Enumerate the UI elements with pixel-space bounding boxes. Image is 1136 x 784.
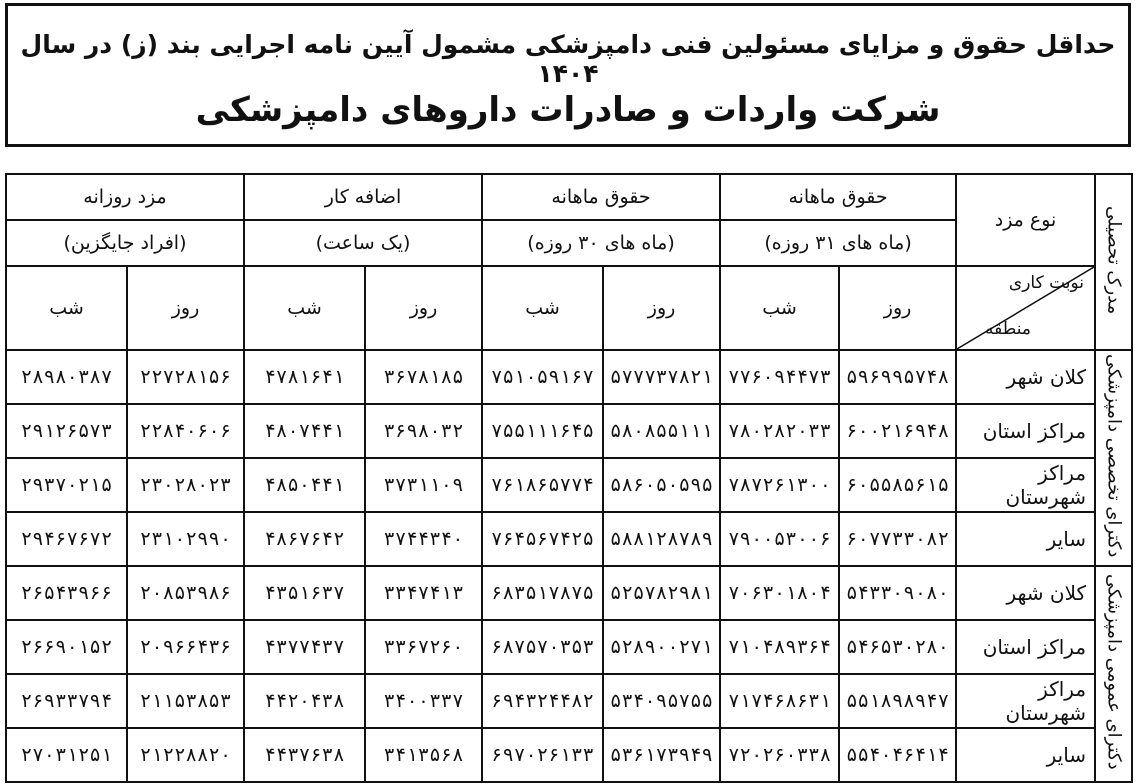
value-cell: ۳۶۹۸۰۳۲ — [365, 404, 482, 458]
value-cell: ۳۷۳۱۱۰۹ — [365, 458, 482, 512]
header-subtitle: حداقل حقوق و مزایای مسئولین فنی دامپزشکی مشمول آیین نامه اجرایی بند (ز) در سال ۱۴۰۴ — [20, 30, 1116, 88]
value-cell: ۶۰۷۷۳۳۰۸۲ — [839, 512, 956, 566]
value-cell: ۴۳۷۷۴۳۷ — [244, 620, 365, 674]
degree-label: دکترای تخصصی دامپزشکی — [1103, 354, 1125, 558]
value-cell: ۵۴۶۵۳۰۲۸۰ — [839, 620, 956, 674]
region-cell: مراکز شهرستان — [956, 674, 1095, 728]
value-cell: ۵۳۴۰۹۵۷۵۵ — [603, 674, 720, 728]
value-cell: ۷۸۷۲۶۱۳۰۰ — [720, 458, 839, 512]
value-cell: ۲۷۰۳۱۲۵۱ — [6, 728, 127, 782]
value-cell: ۷۶۴۵۶۷۴۲۵ — [482, 512, 603, 566]
value-cell: ۷۰۶۳۰۱۸۰۴ — [720, 566, 839, 620]
wage-type-header: نوع مزد — [956, 174, 1095, 266]
value-cell: ۴۸۰۷۴۴۱ — [244, 404, 365, 458]
value-cell: ۳۳۴۷۴۱۳ — [365, 566, 482, 620]
region-cell: مراکز استان — [956, 620, 1095, 674]
header-box — [5, 3, 1131, 147]
value-cell: ۵۸۰۸۵۵۱۱۱ — [603, 404, 720, 458]
value-cell: ۷۲۰۲۶۰۳۳۸ — [720, 728, 839, 782]
value-cell: ۲۸۹۸۰۳۸۷ — [6, 350, 127, 404]
value-cell: ۵۴۳۳۰۹۰۸۰ — [839, 566, 956, 620]
value-cell: ۵۵۴۰۴۶۴۱۴ — [839, 728, 956, 782]
value-cell: ۶۸۷۵۷۰۳۵۳ — [482, 620, 603, 674]
value-cell: ۷۵۵۱۱۱۶۴۵ — [482, 404, 603, 458]
degree-label: دکترای عمومی دامپزشکی — [1103, 574, 1125, 770]
value-cell: ۷۹۰۰۵۳۰۰۶ — [720, 512, 839, 566]
value-cell: ۵۹۶۹۹۵۷۴۸ — [839, 350, 956, 404]
value-cell: ۶۹۴۳۲۴۴۸۲ — [482, 674, 603, 728]
value-cell: ۲۳۱۰۲۹۹۰ — [127, 512, 244, 566]
night-header: شب — [720, 266, 839, 350]
region-cell: کلان شهر — [956, 566, 1095, 620]
region-cell: سایر — [956, 512, 1095, 566]
region-cell: مراکز شهرستان — [956, 458, 1095, 512]
value-cell: ۶۰۰۲۱۶۹۴۸ — [839, 404, 956, 458]
value-cell: ۶۰۵۵۸۵۶۱۵ — [839, 458, 956, 512]
value-cell: ۲۰۸۵۳۹۸۶ — [127, 566, 244, 620]
value-cell: ۷۱۷۴۶۸۶۳۱ — [720, 674, 839, 728]
value-cell: ۲۹۴۶۷۶۷۲ — [6, 512, 127, 566]
day-header: روز — [365, 266, 482, 350]
wage-table — [5, 173, 1133, 783]
day-header: روز — [839, 266, 956, 350]
group-header-subtitle: (افراد جایگزین) — [6, 220, 244, 266]
value-cell: ۵۷۷۷۳۷۸۲۱ — [603, 350, 720, 404]
value-cell: ۲۶۹۳۳۷۹۴ — [6, 674, 127, 728]
group-header-subtitle: (یک ساعت) — [244, 220, 482, 266]
night-header: شب — [6, 266, 127, 350]
night-header: شب — [244, 266, 365, 350]
value-cell: ۳۳۶۷۲۶۰ — [365, 620, 482, 674]
shift-label: نوبت کاری — [1008, 273, 1085, 293]
value-cell: ۶۹۷۰۲۶۱۳۳ — [482, 728, 603, 782]
value-cell: ۲۰۹۶۶۴۳۶ — [127, 620, 244, 674]
header-title: شرکت واردات و صادرات داروهای دامپزشکی — [195, 90, 941, 130]
value-cell: ۷۷۶۰۹۴۴۷۳ — [720, 350, 839, 404]
value-cell: ۷۵۱۰۵۹۱۶۷ — [482, 350, 603, 404]
value-cell: ۵۸۸۱۲۸۷۸۹ — [603, 512, 720, 566]
group-header-subtitle: (ماه های ۳۰ روزه) — [482, 220, 720, 266]
value-cell: ۴۷۸۱۶۴۱ — [244, 350, 365, 404]
region-cell: کلان شهر — [956, 350, 1095, 404]
degree-cell — [1095, 350, 1132, 566]
value-cell: ۵۵۱۸۹۸۹۴۷ — [839, 674, 956, 728]
group-header-subtitle: (ماه های ۳۱ روزه) — [720, 220, 956, 266]
value-cell: ۶۸۳۵۱۷۸۷۵ — [482, 566, 603, 620]
value-cell: ۴۴۲۰۴۳۸ — [244, 674, 365, 728]
value-cell: ۵۲۸۹۰۰۲۷۱ — [603, 620, 720, 674]
night-header: شب — [482, 266, 603, 350]
value-cell: ۲۶۶۹۰۱۵۲ — [6, 620, 127, 674]
region-cell: سایر — [956, 728, 1095, 782]
region-cell: مراکز استان — [956, 404, 1095, 458]
value-cell: ۵۲۵۷۸۲۹۸۱ — [603, 566, 720, 620]
group-header-title: اضافه کار — [244, 174, 482, 220]
value-cell: ۵۸۶۰۵۰۵۹۵ — [603, 458, 720, 512]
day-header: روز — [603, 266, 720, 350]
shift-region-diagonal-cell — [956, 266, 1095, 350]
value-cell: ۲۲۸۴۰۶۰۶ — [127, 404, 244, 458]
group-header-title: حقوق ماهانه — [720, 174, 956, 220]
value-cell: ۲۶۵۴۳۹۶۶ — [6, 566, 127, 620]
value-cell: ۷۸۰۲۸۲۰۳۳ — [720, 404, 839, 458]
day-header: روز — [127, 266, 244, 350]
value-cell: ۲۹۱۲۶۵۷۳ — [6, 404, 127, 458]
degree-cell — [1095, 566, 1132, 782]
degree-header-cell — [1095, 174, 1132, 350]
value-cell: ۲۲۷۲۸۱۵۶ — [127, 350, 244, 404]
value-cell: ۲۹۳۷۰۲۱۵ — [6, 458, 127, 512]
value-cell: ۳۶۷۸۱۸۵ — [365, 350, 482, 404]
value-cell: ۷۱۰۴۸۹۳۶۴ — [720, 620, 839, 674]
value-cell: ۲۱۱۵۳۸۵۳ — [127, 674, 244, 728]
value-cell: ۳۴۰۰۳۳۷ — [365, 674, 482, 728]
region-label: منطقه — [985, 319, 1031, 339]
value-cell: ۲۳۰۲۸۰۲۳ — [127, 458, 244, 512]
value-cell: ۴۳۵۱۶۳۷ — [244, 566, 365, 620]
value-cell: ۴۸۵۰۴۴۱ — [244, 458, 365, 512]
degree-header: مدرک تحصیلی — [1103, 205, 1125, 315]
value-cell: ۴۴۳۷۶۳۸ — [244, 728, 365, 782]
value-cell: ۷۶۱۸۶۵۷۷۴ — [482, 458, 603, 512]
value-cell: ۴۸۶۷۶۴۲ — [244, 512, 365, 566]
value-cell: ۵۳۶۱۷۳۹۴۹ — [603, 728, 720, 782]
group-header-title: مزد روزانه — [6, 174, 244, 220]
value-cell: ۳۷۴۴۳۴۰ — [365, 512, 482, 566]
value-cell: ۲۱۲۲۸۸۲۰ — [127, 728, 244, 782]
value-cell: ۳۴۱۳۵۶۸ — [365, 728, 482, 782]
group-header-title: حقوق ماهانه — [482, 174, 720, 220]
